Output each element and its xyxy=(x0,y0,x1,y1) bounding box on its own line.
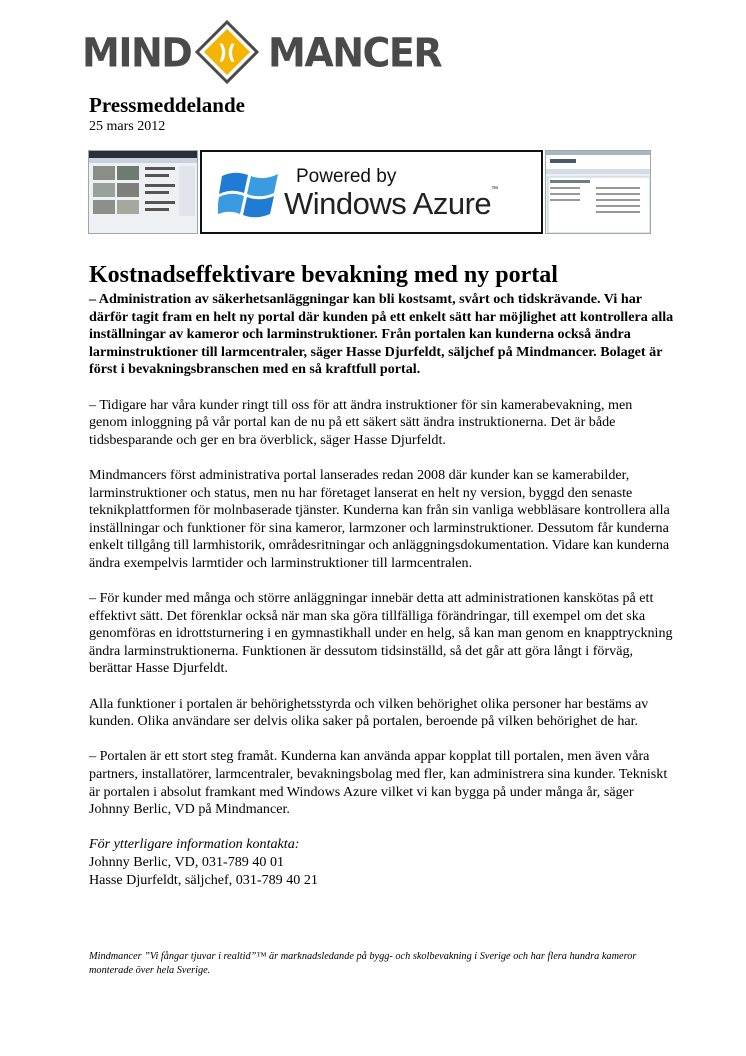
article-paragraph: Mindmancers först administrativa portal lanserades redan 2008 där kunder kan se kamerabilder, larminstruktioner och status, men nu har företaget lanserat en helt ny version, byggd den senaste teknikplattformen för molnbaserade tjänster. Kunderna kan från sin vanliga webbläsare kontrollera alla inställningar och funktioner för sina kameror, larmzoner och larminstruktioner. Dessutom får kunderna enkelt tillgång till larmhistorik, områdesritningar och anläggningsdokumentation. Vidare kan kunderna ändra exempelvis larmtider och larminstruktioner till larmcentralen. xyxy=(89,466,670,571)
contact-line: Hasse Djurfeldt, säljchef, 031-789 40 21 xyxy=(89,871,318,888)
document-date: 25 mars 2012 xyxy=(89,119,166,134)
contact-line: Johnny Berlic, VD, 031-789 40 01 xyxy=(89,854,285,870)
contact-block xyxy=(89,836,674,889)
logo-diamond-icon xyxy=(195,20,259,84)
contact-heading: För ytterligare information kontakta: xyxy=(89,836,300,853)
mindmancer-logo xyxy=(82,20,442,84)
windows-azure-text: Windows Azure™ xyxy=(284,186,498,221)
document-type: Pressmeddelande xyxy=(89,93,245,117)
article-paragraph: Alla funktioner i portalen är behörighetsstyrda och vilken behörighet olika personer har bestäms av kunden. Olika användare ser delvis olika saker på portalen, beroende på vilken behörighet de har. xyxy=(89,695,649,730)
article-body xyxy=(89,291,674,889)
article-title: Kostnadseffektivare bevakning med ny portal xyxy=(89,262,558,288)
powered-by-azure-logo xyxy=(200,150,543,234)
article-paragraph: – Portalen är ett stort steg framåt. Kunderna kan använda appar kopplat till portalen, men även våra partners, installatörer, larmcentraler, bevakningsbolag med fler, kan administrera sina kunder. Tekniskt är portalen i absolut framkant med Windows Azure vilket vi kan bygga på under många år, säger Johnny Berlic, VD på Mindmancer. xyxy=(89,748,668,818)
company-boilerplate: Mindmancer ”Vi fångar tjuvar i realtid”™ är marknadsledande på bygg- och skolbevakning i Sverige och har flera hundra kameror monterade över hela Sverige. xyxy=(89,951,637,976)
powered-by-text: Powered by xyxy=(296,166,397,187)
article-lead: – Administration av säkerhetsanläggningar kan bli kostsamt, svårt och tidskrävande. Vi har därför tagit fram en helt ny portal där kunden på ett enkelt sätt har möjlighet att kontrollera alla inställningar av kameror och larminstruktioner. Från portalen kan kunderna också ändra larminstruktioner till larmcentraler, säger Hasse Djurfeldt, säljchef på Mindmancer. Bolaget är först i bevakningsbranschen med en så kraftfull portal. xyxy=(89,291,674,378)
portal-screenshot-right xyxy=(545,150,651,234)
logo-word-right: MANCER xyxy=(268,29,442,77)
svg-text:)(: )( xyxy=(217,40,237,64)
portal-screenshot-left xyxy=(88,150,198,234)
article-paragraph: – Tidigare har våra kunder ringt till oss för att ändra instruktioner för sin kamerabevakning, men genom inloggning på vår portal kan de nu på ett säkert sätt ändra instruktionerna. Det är både tidsbesparande och ger en bra överblick, säger Hasse Djurfeldt. xyxy=(89,396,633,448)
banner-image xyxy=(88,150,651,234)
article-paragraph: – För kunder med många och större anläggningar innebär detta att administrationen kanskötas på ett effektivt sätt. Det förenklar också när man ska göra tillfälliga förändringar, till exempel om det ska genomföras en idrottsturnering i en gymnastikhall under en helg, så kan man genom en knapptryckning ändra larminstruktionerna. Funktionen är dessutom tidsinställd, så det går att göra långt i förväg, berättar Hasse Djurfeldt. xyxy=(89,590,673,677)
windows-flag-icon xyxy=(218,166,284,222)
logo-word-left: MIND xyxy=(82,29,192,77)
